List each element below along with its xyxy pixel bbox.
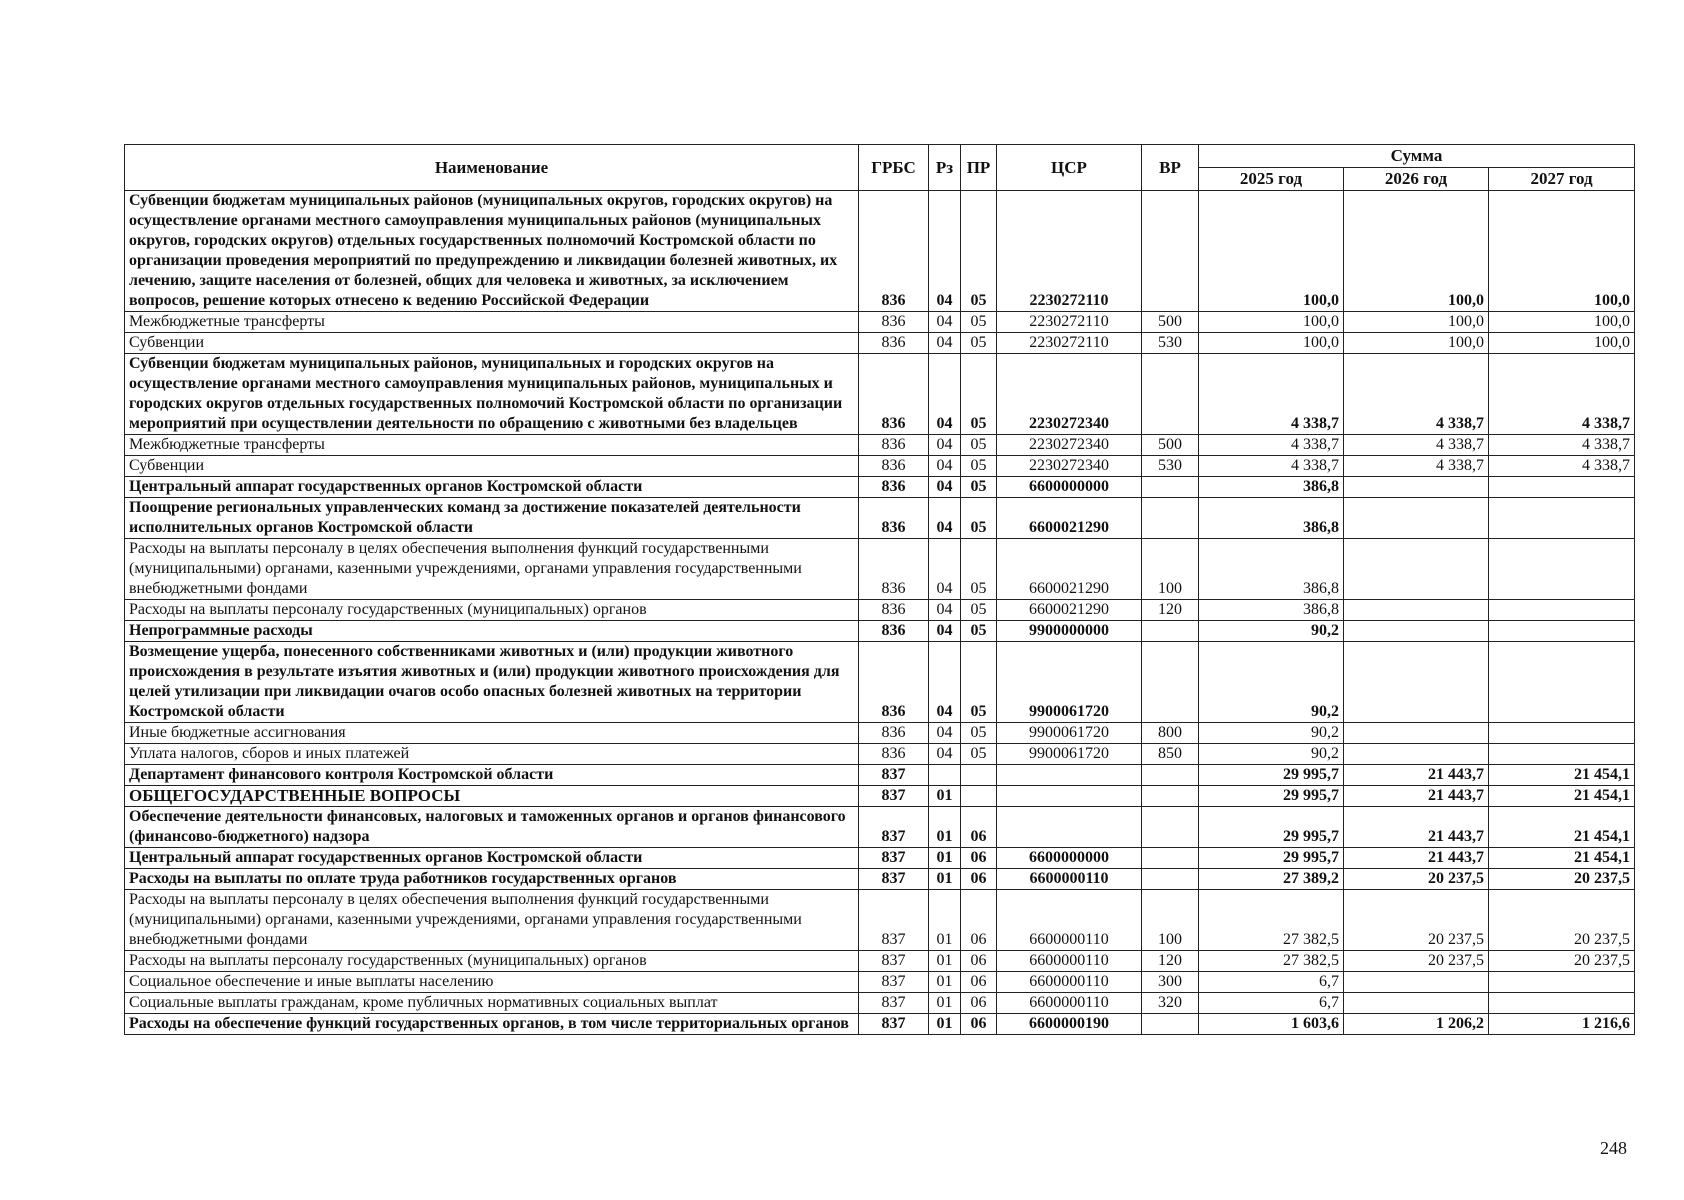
cell-csr: 6600000110	[997, 890, 1142, 951]
cell-amount-2026: 4 338,7	[1344, 435, 1489, 456]
cell-pr: 05	[961, 354, 997, 435]
cell-pr: 06	[961, 848, 997, 869]
cell-rz: 04	[929, 191, 961, 312]
cell-vr: 100	[1142, 890, 1199, 951]
cell-amount-2026: 21 443,7	[1344, 848, 1489, 869]
cell-csr: 9900061720	[997, 744, 1142, 765]
cell-rz: 04	[929, 312, 961, 333]
cell-grbs: 836	[859, 600, 929, 621]
cell-amount-2027: 100,0	[1489, 312, 1635, 333]
cell-amount-2026	[1344, 642, 1489, 723]
cell-name: Возмещение ущерба, понесенного собственниками животных и (или) продукции животного происхождения в результате изъятия животных и (или) продукции животного происхождения для целей утилизации при ликвидации очагов особо опасных болезней животных на территории Костромской области	[125, 642, 859, 723]
cell-amount-2025: 90,2	[1199, 723, 1344, 744]
cell-amount-2027: 21 454,1	[1489, 786, 1635, 807]
cell-rz: 04	[929, 477, 961, 498]
header-grbs: ГРБС	[859, 145, 929, 191]
cell-name: Социальные выплаты гражданам, кроме публичных нормативных социальных выплат	[125, 993, 859, 1014]
cell-amount-2025: 27 382,5	[1199, 890, 1344, 951]
cell-amount-2025: 29 995,7	[1199, 765, 1344, 786]
cell-pr	[961, 765, 997, 786]
table-row	[125, 1014, 1635, 1035]
cell-pr: 05	[961, 435, 997, 456]
cell-amount-2027	[1489, 600, 1635, 621]
cell-amount-2025: 90,2	[1199, 744, 1344, 765]
cell-amount-2025: 27 389,2	[1199, 869, 1344, 890]
cell-amount-2027: 21 454,1	[1489, 807, 1635, 848]
cell-vr: 120	[1142, 951, 1199, 972]
table-row	[125, 972, 1635, 993]
cell-amount-2025: 1 603,6	[1199, 1014, 1344, 1035]
cell-rz: 04	[929, 539, 961, 600]
cell-rz: 01	[929, 807, 961, 848]
cell-vr: 300	[1142, 972, 1199, 993]
cell-amount-2027: 4 338,7	[1489, 354, 1635, 435]
cell-name: Департамент финансового контроля Костромской области	[125, 765, 859, 786]
cell-name: Субвенции	[125, 456, 859, 477]
cell-amount-2027	[1489, 498, 1635, 539]
cell-amount-2027	[1489, 477, 1635, 498]
cell-name: Поощрение региональных управленческих команд за достижение показателей деятельности исполнительных органов Костромской области	[125, 498, 859, 539]
cell-amount-2026	[1344, 993, 1489, 1014]
cell-pr: 05	[961, 539, 997, 600]
cell-csr: 9900061720	[997, 642, 1142, 723]
cell-amount-2026: 21 443,7	[1344, 765, 1489, 786]
cell-amount-2026: 4 338,7	[1344, 456, 1489, 477]
cell-vr: 800	[1142, 723, 1199, 744]
cell-grbs: 836	[859, 539, 929, 600]
cell-amount-2027: 21 454,1	[1489, 848, 1635, 869]
cell-amount-2026: 1 206,2	[1344, 1014, 1489, 1035]
cell-amount-2026: 21 443,7	[1344, 807, 1489, 848]
cell-pr: 06	[961, 869, 997, 890]
cell-vr	[1142, 477, 1199, 498]
cell-rz: 04	[929, 333, 961, 354]
cell-rz: 01	[929, 1014, 961, 1035]
cell-name: Обеспечение деятельности финансовых, налоговых и таможенных органов и органов финансового (финансово-бюджетного) надзора	[125, 807, 859, 848]
cell-rz: 01	[929, 951, 961, 972]
cell-amount-2026: 20 237,5	[1344, 951, 1489, 972]
cell-amount-2027	[1489, 539, 1635, 600]
cell-grbs: 836	[859, 456, 929, 477]
cell-grbs: 836	[859, 333, 929, 354]
cell-amount-2025: 386,8	[1199, 600, 1344, 621]
cell-name: Центральный аппарат государственных органов Костромской области	[125, 477, 859, 498]
cell-pr: 06	[961, 1014, 997, 1035]
cell-grbs: 837	[859, 848, 929, 869]
cell-amount-2027	[1489, 723, 1635, 744]
cell-amount-2026	[1344, 600, 1489, 621]
table-row	[125, 435, 1635, 456]
cell-rz: 04	[929, 498, 961, 539]
cell-amount-2025: 386,8	[1199, 539, 1344, 600]
cell-csr: 6600021290	[997, 600, 1142, 621]
cell-rz: 04	[929, 744, 961, 765]
cell-pr: 06	[961, 972, 997, 993]
table-row	[125, 765, 1635, 786]
cell-vr	[1142, 786, 1199, 807]
cell-amount-2025: 6,7	[1199, 993, 1344, 1014]
cell-name: Расходы на выплаты персоналу в целях обеспечения выполнения функций государственными (муниципальными) органами, казенными учреждениями, органами управления государственными внебюджетными фондами	[125, 539, 859, 600]
header-name: Наименование	[125, 145, 859, 191]
cell-amount-2025: 100,0	[1199, 312, 1344, 333]
cell-csr: 6600000000	[997, 848, 1142, 869]
table-row	[125, 642, 1635, 723]
header-rz: Рз	[929, 145, 961, 191]
cell-grbs: 836	[859, 723, 929, 744]
header-year-2026: 2026 год	[1344, 168, 1489, 191]
cell-grbs: 836	[859, 498, 929, 539]
header-year-2027: 2027 год	[1489, 168, 1635, 191]
table-row	[125, 786, 1635, 807]
cell-grbs: 837	[859, 890, 929, 951]
cell-amount-2026	[1344, 539, 1489, 600]
cell-grbs: 837	[859, 951, 929, 972]
cell-csr: 6600021290	[997, 539, 1142, 600]
table-row	[125, 191, 1635, 312]
cell-amount-2027: 4 338,7	[1489, 435, 1635, 456]
cell-amount-2025: 386,8	[1199, 498, 1344, 539]
cell-amount-2027: 4 338,7	[1489, 456, 1635, 477]
header-vr: ВР	[1142, 145, 1199, 191]
cell-rz: 04	[929, 621, 961, 642]
cell-csr: 6600000110	[997, 972, 1142, 993]
table-row	[125, 456, 1635, 477]
cell-amount-2026	[1344, 477, 1489, 498]
cell-csr: 2230272340	[997, 354, 1142, 435]
cell-grbs: 837	[859, 869, 929, 890]
cell-csr: 6600021290	[997, 498, 1142, 539]
cell-grbs: 836	[859, 744, 929, 765]
cell-vr	[1142, 498, 1199, 539]
cell-csr: 9900061720	[997, 723, 1142, 744]
cell-vr: 850	[1142, 744, 1199, 765]
cell-grbs: 836	[859, 642, 929, 723]
cell-amount-2026: 100,0	[1344, 333, 1489, 354]
cell-amount-2026: 20 237,5	[1344, 890, 1489, 951]
table-row	[125, 312, 1635, 333]
cell-pr: 05	[961, 600, 997, 621]
cell-rz: 01	[929, 848, 961, 869]
cell-amount-2027: 20 237,5	[1489, 890, 1635, 951]
cell-vr	[1142, 807, 1199, 848]
cell-name: Расходы на обеспечение функций государственных органов, в том числе территориальных органов	[125, 1014, 859, 1035]
cell-amount-2025: 100,0	[1199, 333, 1344, 354]
cell-pr: 05	[961, 191, 997, 312]
cell-pr: 05	[961, 456, 997, 477]
cell-amount-2027	[1489, 642, 1635, 723]
cell-name: Центральный аппарат государственных органов Костромской области	[125, 848, 859, 869]
table-row	[125, 539, 1635, 600]
cell-name: Субвенции	[125, 333, 859, 354]
cell-vr: 120	[1142, 600, 1199, 621]
cell-vr	[1142, 191, 1199, 312]
budget-table	[124, 144, 1635, 1035]
cell-vr: 320	[1142, 993, 1199, 1014]
header-year-2025: 2025 год	[1199, 168, 1344, 191]
cell-amount-2027: 1 216,6	[1489, 1014, 1635, 1035]
cell-amount-2026: 4 338,7	[1344, 354, 1489, 435]
table-row	[125, 498, 1635, 539]
cell-csr: 2230272110	[997, 333, 1142, 354]
cell-amount-2026	[1344, 498, 1489, 539]
table-header	[125, 145, 1635, 191]
cell-pr	[961, 786, 997, 807]
cell-amount-2027: 100,0	[1489, 333, 1635, 354]
cell-name: Межбюджетные трансферты	[125, 435, 859, 456]
cell-vr	[1142, 1014, 1199, 1035]
cell-amount-2025: 27 382,5	[1199, 951, 1344, 972]
cell-grbs: 836	[859, 191, 929, 312]
cell-name: Межбюджетные трансферты	[125, 312, 859, 333]
cell-csr: 2230272340	[997, 456, 1142, 477]
cell-amount-2026: 21 443,7	[1344, 786, 1489, 807]
table-row	[125, 848, 1635, 869]
cell-name: Уплата налогов, сборов и иных платежей	[125, 744, 859, 765]
cell-vr	[1142, 354, 1199, 435]
table-row	[125, 951, 1635, 972]
cell-name: Расходы на выплаты персоналу государственных (муниципальных) органов	[125, 951, 859, 972]
cell-pr: 05	[961, 498, 997, 539]
cell-pr: 05	[961, 621, 997, 642]
cell-csr: 6600000110	[997, 869, 1142, 890]
table-row	[125, 744, 1635, 765]
cell-amount-2025: 4 338,7	[1199, 354, 1344, 435]
cell-grbs: 836	[859, 435, 929, 456]
cell-grbs: 837	[859, 993, 929, 1014]
table-row	[125, 993, 1635, 1014]
cell-rz: 04	[929, 723, 961, 744]
cell-pr: 06	[961, 807, 997, 848]
page-number: 248	[1600, 1138, 1627, 1158]
cell-rz: 04	[929, 354, 961, 435]
cell-csr: 6600000000	[997, 477, 1142, 498]
cell-rz: 01	[929, 993, 961, 1014]
cell-rz: 01	[929, 786, 961, 807]
cell-amount-2026	[1344, 972, 1489, 993]
cell-amount-2025: 29 995,7	[1199, 786, 1344, 807]
cell-pr: 06	[961, 993, 997, 1014]
cell-rz: 01	[929, 890, 961, 951]
cell-amount-2026: 100,0	[1344, 191, 1489, 312]
cell-vr: 530	[1142, 333, 1199, 354]
cell-amount-2026	[1344, 723, 1489, 744]
cell-rz: 01	[929, 869, 961, 890]
table-row	[125, 723, 1635, 744]
cell-amount-2027	[1489, 993, 1635, 1014]
table-row	[125, 477, 1635, 498]
cell-rz: 04	[929, 642, 961, 723]
table-row	[125, 333, 1635, 354]
table-row	[125, 354, 1635, 435]
cell-grbs: 836	[859, 312, 929, 333]
cell-rz	[929, 765, 961, 786]
cell-amount-2025: 90,2	[1199, 621, 1344, 642]
table-row	[125, 621, 1635, 642]
cell-amount-2027	[1489, 972, 1635, 993]
cell-name: Субвенции бюджетам муниципальных районов (муниципальных округов, городских округов) на осуществление органами местного самоуправления муниципальных районов (муниципальных округов, городских округов) отдельных государственных полномочий Костромской области по организации проведения мероприятий по предупреждению и ликвидации болезней животных, их лечению, защите населения от болезней, общих для человека и животных, за исключением вопросов, решение которых отнесено к ведению Российской Федерации	[125, 191, 859, 312]
cell-amount-2025: 386,8	[1199, 477, 1344, 498]
table-row	[125, 869, 1635, 890]
cell-amount-2026: 20 237,5	[1344, 869, 1489, 890]
cell-amount-2027: 20 237,5	[1489, 869, 1635, 890]
cell-amount-2027: 20 237,5	[1489, 951, 1635, 972]
cell-amount-2026	[1344, 744, 1489, 765]
header-sum: Сумма	[1199, 145, 1635, 168]
cell-rz: 01	[929, 972, 961, 993]
cell-pr: 05	[961, 744, 997, 765]
cell-grbs: 836	[859, 477, 929, 498]
cell-amount-2025: 6,7	[1199, 972, 1344, 993]
cell-rz: 04	[929, 456, 961, 477]
header-pr: ПР	[961, 145, 997, 191]
cell-csr	[997, 765, 1142, 786]
cell-name: Социальное обеспечение и иные выплаты населению	[125, 972, 859, 993]
cell-vr	[1142, 621, 1199, 642]
cell-amount-2025: 100,0	[1199, 191, 1344, 312]
cell-name: Иные бюджетные ассигнования	[125, 723, 859, 744]
cell-pr: 05	[961, 723, 997, 744]
cell-grbs: 837	[859, 1014, 929, 1035]
cell-vr	[1142, 765, 1199, 786]
cell-name: Непрограммные расходы	[125, 621, 859, 642]
cell-vr: 530	[1142, 456, 1199, 477]
cell-csr: 2230272110	[997, 191, 1142, 312]
cell-rz: 04	[929, 600, 961, 621]
cell-grbs: 837	[859, 972, 929, 993]
table-body	[125, 191, 1635, 1035]
cell-amount-2026	[1344, 621, 1489, 642]
cell-pr: 05	[961, 477, 997, 498]
table-row	[125, 807, 1635, 848]
cell-csr: 6600000190	[997, 1014, 1142, 1035]
cell-amount-2027: 21 454,1	[1489, 765, 1635, 786]
cell-pr: 05	[961, 312, 997, 333]
cell-amount-2025: 29 995,7	[1199, 807, 1344, 848]
cell-pr: 05	[961, 333, 997, 354]
cell-csr	[997, 807, 1142, 848]
cell-vr	[1142, 848, 1199, 869]
cell-rz: 04	[929, 435, 961, 456]
cell-csr	[997, 786, 1142, 807]
cell-csr: 9900000000	[997, 621, 1142, 642]
cell-name: Расходы на выплаты по оплате труда работников государственных органов	[125, 869, 859, 890]
cell-vr	[1142, 642, 1199, 723]
cell-vr: 500	[1142, 435, 1199, 456]
cell-pr: 05	[961, 642, 997, 723]
table-row	[125, 600, 1635, 621]
cell-grbs: 837	[859, 765, 929, 786]
cell-csr: 2230272340	[997, 435, 1142, 456]
cell-csr: 2230272110	[997, 312, 1142, 333]
cell-pr: 06	[961, 951, 997, 972]
cell-amount-2026: 100,0	[1344, 312, 1489, 333]
cell-amount-2027	[1489, 744, 1635, 765]
cell-csr: 6600000110	[997, 993, 1142, 1014]
cell-grbs: 837	[859, 786, 929, 807]
cell-amount-2025: 90,2	[1199, 642, 1344, 723]
cell-amount-2027	[1489, 621, 1635, 642]
cell-name: Расходы на выплаты персоналу государственных (муниципальных) органов	[125, 600, 859, 621]
cell-amount-2025: 4 338,7	[1199, 456, 1344, 477]
cell-grbs: 836	[859, 354, 929, 435]
cell-grbs: 837	[859, 807, 929, 848]
cell-vr: 100	[1142, 539, 1199, 600]
cell-grbs: 836	[859, 621, 929, 642]
cell-csr: 6600000110	[997, 951, 1142, 972]
cell-pr: 06	[961, 890, 997, 951]
cell-vr: 500	[1142, 312, 1199, 333]
cell-name: Расходы на выплаты персоналу в целях обеспечения выполнения функций государственными (муниципальными) органами, казенными учреждениями, органами управления государственными внебюджетными фондами	[125, 890, 859, 951]
cell-amount-2025: 4 338,7	[1199, 435, 1344, 456]
cell-amount-2025: 29 995,7	[1199, 848, 1344, 869]
cell-amount-2027: 100,0	[1489, 191, 1635, 312]
cell-vr	[1142, 869, 1199, 890]
header-csr: ЦСР	[997, 145, 1142, 191]
cell-name: ОБЩЕГОСУДАРСТВЕННЫЕ ВОПРОСЫ	[125, 786, 859, 807]
table-row	[125, 890, 1635, 951]
cell-name: Субвенции бюджетам муниципальных районов, муниципальных и городских округов на осуществление органами местного самоуправления муниципальных районов, муниципальных и городских округов отдельных государственных полномочий Костромской области по организации мероприятий при осуществлении деятельности по обращению с животными без владельцев	[125, 354, 859, 435]
